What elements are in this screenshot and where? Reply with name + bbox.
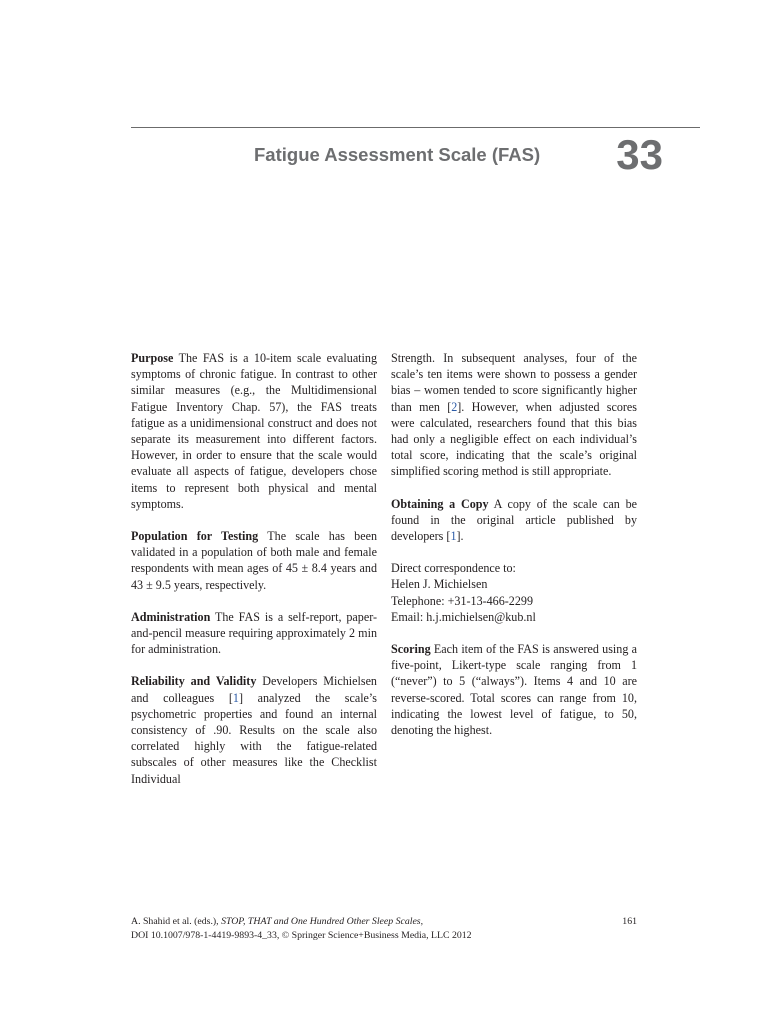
correspondence-phone: Telephone: +31-13-466-2299 bbox=[391, 593, 533, 608]
citation-link[interactable]: 1 bbox=[232, 690, 239, 705]
footer-doi: DOI 10.1007/978-1-4419-9893-4_33, © Springer Science+Business Media, LLC 2012 bbox=[131, 930, 472, 941]
obtaining-text-a: A copy of the scale can be found in the original article published by developers [ bbox=[391, 496, 637, 544]
scoring-text: Each item of the FAS is answered using a five-point, Likert-type scale ranging from 1 (“never”) to 5 (“always”). Items 4 and 10 are reverse-scored. Total scores can range from 10, indicating the lowest level of fatigue, to 50, denoting the highest. bbox=[391, 642, 637, 738]
page-number: 161 bbox=[622, 916, 637, 927]
reliability-continuation bbox=[391, 350, 637, 480]
left-column bbox=[131, 350, 377, 803]
purpose-paragraph bbox=[131, 350, 377, 512]
administration-paragraph bbox=[131, 609, 377, 658]
purpose-text: The FAS is a 10-item scale evaluating symptoms of chronic fatigue. In contrast to other similar measures (e.g., the Multidimensional Fatigue Inventory Chap. 57), the FAS treats fatigue as a unidimensional construct and does not separate its measurement into different factors. However, in order to ensure that the scale would evaluate all aspects of fatigue, developers chose items to represent both physical and mental symptoms. bbox=[131, 351, 377, 511]
correspondence-label: Direct correspondence to: bbox=[391, 561, 516, 576]
footer-book-title: STOP, THAT and One Hundred Other Sleep Scales, bbox=[221, 916, 424, 927]
page-footer bbox=[131, 915, 637, 943]
footer-citation-line bbox=[131, 915, 637, 929]
header-rule bbox=[131, 127, 700, 128]
chapter-title: Fatigue Assessment Scale (FAS) bbox=[254, 144, 541, 165]
population-text: The scale has been validated in a population of both male and female respondents with mean ages of 45 ± 8.4 years and 43 ± 9.5 years, respectively. bbox=[131, 529, 378, 592]
population-heading: Population for Testing bbox=[131, 529, 259, 544]
right-column bbox=[391, 350, 637, 754]
obtaining-heading: Obtaining a Copy bbox=[391, 496, 489, 511]
footer-editors: A. Shahid et al. (eds.), bbox=[131, 916, 222, 927]
reliability-paragraph bbox=[131, 673, 377, 786]
reliability-heading: Reliability and Validity bbox=[131, 674, 257, 689]
obtaining-paragraph bbox=[391, 496, 637, 545]
citation-link[interactable]: 1 bbox=[450, 529, 457, 544]
scoring-heading: Scoring bbox=[391, 642, 431, 657]
administration-text: The FAS is a self-report, paper-and-pencil measure requiring approximately 2 min for administration. bbox=[131, 609, 378, 657]
reliability-text-a: Developers Michielsen and colleagues [ bbox=[131, 674, 377, 705]
correspondence-name: Helen J. Michielsen bbox=[391, 577, 488, 592]
reliability-text-b-cont: Strength. In subsequent analyses, four of the scale’s ten items were shown to possess a gender bias – women tended to score significantly higher than men [ bbox=[391, 351, 637, 414]
purpose-heading: Purpose bbox=[131, 351, 174, 365]
scoring-paragraph bbox=[391, 641, 637, 738]
population-paragraph bbox=[131, 528, 377, 593]
citation-link[interactable]: 2 bbox=[451, 399, 458, 414]
reliability-text-c: ]. However, when adjusted scores were calculated, researchers found that this bias had only a negligible effect on each individual’s total score, indicating that the scale’s original simplified scoring method is still appropriate. bbox=[391, 399, 637, 479]
reliability-text-b: ] analyzed the scale’s psychometric properties and found an internal consistency of .90. Results on the scale also correlated highly with the fatigue-related subscales of other measures like the Checklist Individual bbox=[131, 690, 377, 786]
correspondence-email: Email: h.j.michielsen@kub.nl bbox=[391, 609, 536, 624]
administration-heading: Administration bbox=[131, 609, 211, 624]
chapter-number: 33 bbox=[616, 131, 663, 178]
obtaining-text-b: ]. bbox=[456, 529, 464, 544]
